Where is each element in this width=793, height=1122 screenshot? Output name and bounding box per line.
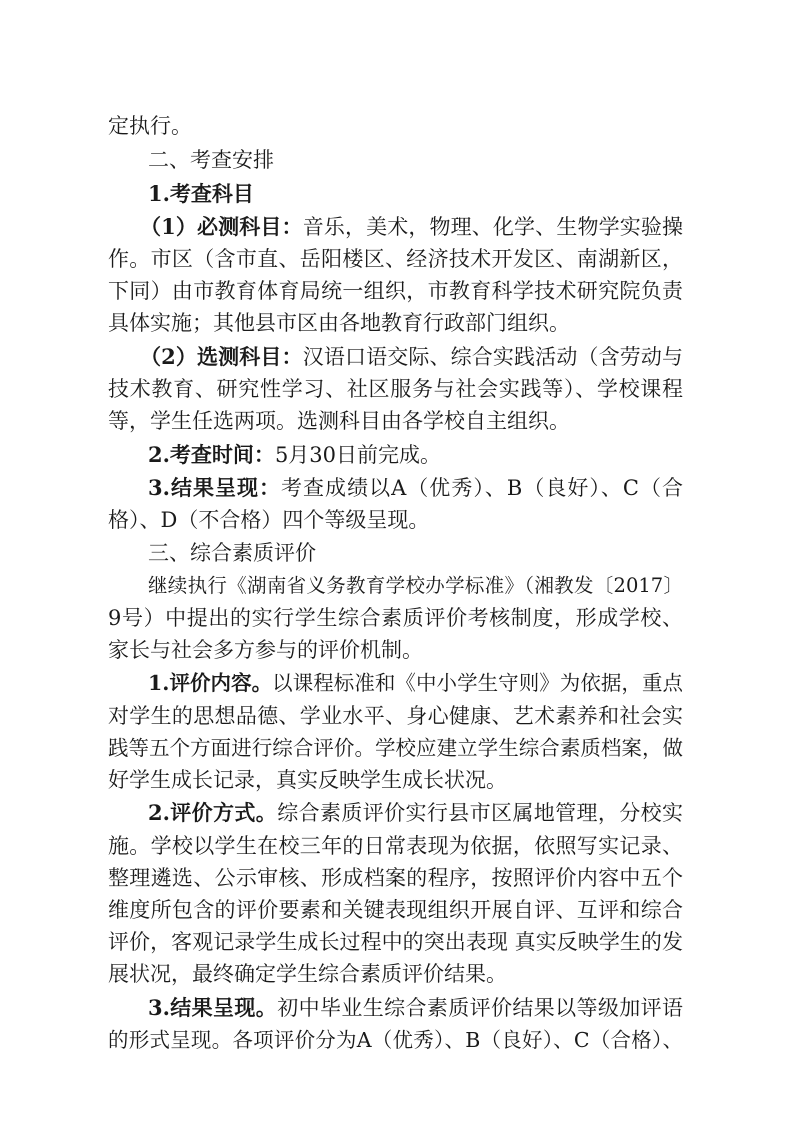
text-line xyxy=(108,504,683,536)
text-line xyxy=(108,602,683,634)
text-line xyxy=(108,1024,683,1056)
text-line xyxy=(108,764,683,796)
bold-lead: 1.评价内容。 xyxy=(148,671,273,695)
section-heading xyxy=(148,144,683,176)
line-text: 对学生的思想品德、学业水平、身心健康、艺术素养和社会实 xyxy=(108,704,683,728)
line-text: 等，学生任选两项。选测科目由各学校自主组织。 xyxy=(108,409,570,433)
line-text: 维度所包含的评价要素和关键表现组织开展自评、互评和综合 xyxy=(108,898,683,922)
subsection-heading xyxy=(148,178,683,210)
line-text: 音乐，美术，物理、化学、生物学实验操 xyxy=(302,215,683,239)
section-heading xyxy=(148,537,683,569)
text-line xyxy=(108,862,683,894)
bold-lead: （1）必测科目： xyxy=(140,214,303,239)
line-text: 践等五个方面进行综合评价。学校应建立学生综合素质档案，做 xyxy=(108,736,683,760)
text-line xyxy=(108,405,683,437)
bold-lead: 2.评价方式。 xyxy=(148,800,278,825)
line-text: 家长与社会多方参与的评价机制。 xyxy=(108,638,423,662)
text-line xyxy=(108,894,683,926)
line-text: 考查成绩以A（优秀）、B（良好）、C（合 xyxy=(281,476,683,500)
text-line xyxy=(108,958,683,990)
line-text: 整理遴选、公示审核、形成档案的程序，按照评价内容中五个 xyxy=(108,866,683,890)
bold-lead: （2）选测科目： xyxy=(140,344,303,369)
text-line xyxy=(148,439,683,471)
text-line xyxy=(108,307,683,339)
text-line xyxy=(108,634,683,666)
text-line xyxy=(108,732,683,764)
text-line xyxy=(148,570,683,602)
line-text: 格）、D（不合格）四个等级呈现。 xyxy=(108,508,430,532)
line-text: 9号）中提出的实行学生综合素质评价考核制度，形成学校、 xyxy=(108,606,683,630)
line-text: 初中毕业生综合素质评价结果以等级加评语 xyxy=(277,996,683,1020)
line-text: 好学生成长记录，真实反映学生成长状况。 xyxy=(108,768,507,792)
bold-lead: 3.结果呈现： xyxy=(148,475,282,500)
text-line xyxy=(108,373,683,405)
text-line xyxy=(108,926,683,958)
line-text: 具体实施；其他县市区由各地教育行政部门组织。 xyxy=(108,311,570,335)
bold-lead: 2.考查时间： xyxy=(148,442,275,467)
text-line xyxy=(148,992,683,1024)
text-line xyxy=(140,341,683,373)
line-text: 下同）由市教育体育局统一组织，市教育科学技术研究院负责 xyxy=(108,279,683,303)
text-line xyxy=(148,667,683,699)
heading-text: 1.考查科目 xyxy=(148,181,254,206)
bold-lead: 3.结果呈现。 xyxy=(148,995,278,1020)
line-text: 定执行。 xyxy=(108,114,192,138)
text-line xyxy=(108,700,683,732)
text-line xyxy=(108,830,683,862)
heading-text: 三、综合素质评价 xyxy=(148,541,316,565)
line-text: 继续执行《湖南省义务教育学校办学标准》（湘教发〔2017〕 xyxy=(148,574,683,597)
text-line xyxy=(108,275,683,307)
line-text: 技术教育、研究性学习、社区服务与社会实践等）、学校课程 xyxy=(108,377,683,401)
line-text: 施。学校以学生在校三年的日常表现为依据，依照写实记录、 xyxy=(108,834,683,858)
text-line xyxy=(148,797,683,829)
text-line xyxy=(140,211,683,243)
text-line xyxy=(108,243,683,275)
text-line xyxy=(108,110,683,142)
line-text: 汉语口语交际、综合实践活动（含劳动与 xyxy=(302,345,683,369)
line-text: 展状况，最终确定学生综合素质评价结果。 xyxy=(108,962,507,986)
line-text: 的形式呈现。各项评价分为A（优秀）、B（良好）、C（合格）、 xyxy=(108,1028,683,1052)
text-line xyxy=(148,472,683,504)
heading-text: 二、考查安排 xyxy=(148,148,274,172)
line-text: 以课程标准和《中小学生守则》为依据，重点 xyxy=(272,671,684,695)
line-text: 5月30日前完成。 xyxy=(274,443,442,467)
line-text: 作。市区（含市直、岳阳楼区、经济技术开发区、南湖新区， xyxy=(108,247,683,271)
line-text: 评价，客观记录学生成长过程中的突出表现 真实反映学生的发 xyxy=(108,930,683,954)
line-text: 综合素质评价实行县市区属地管理，分校实 xyxy=(277,801,683,825)
